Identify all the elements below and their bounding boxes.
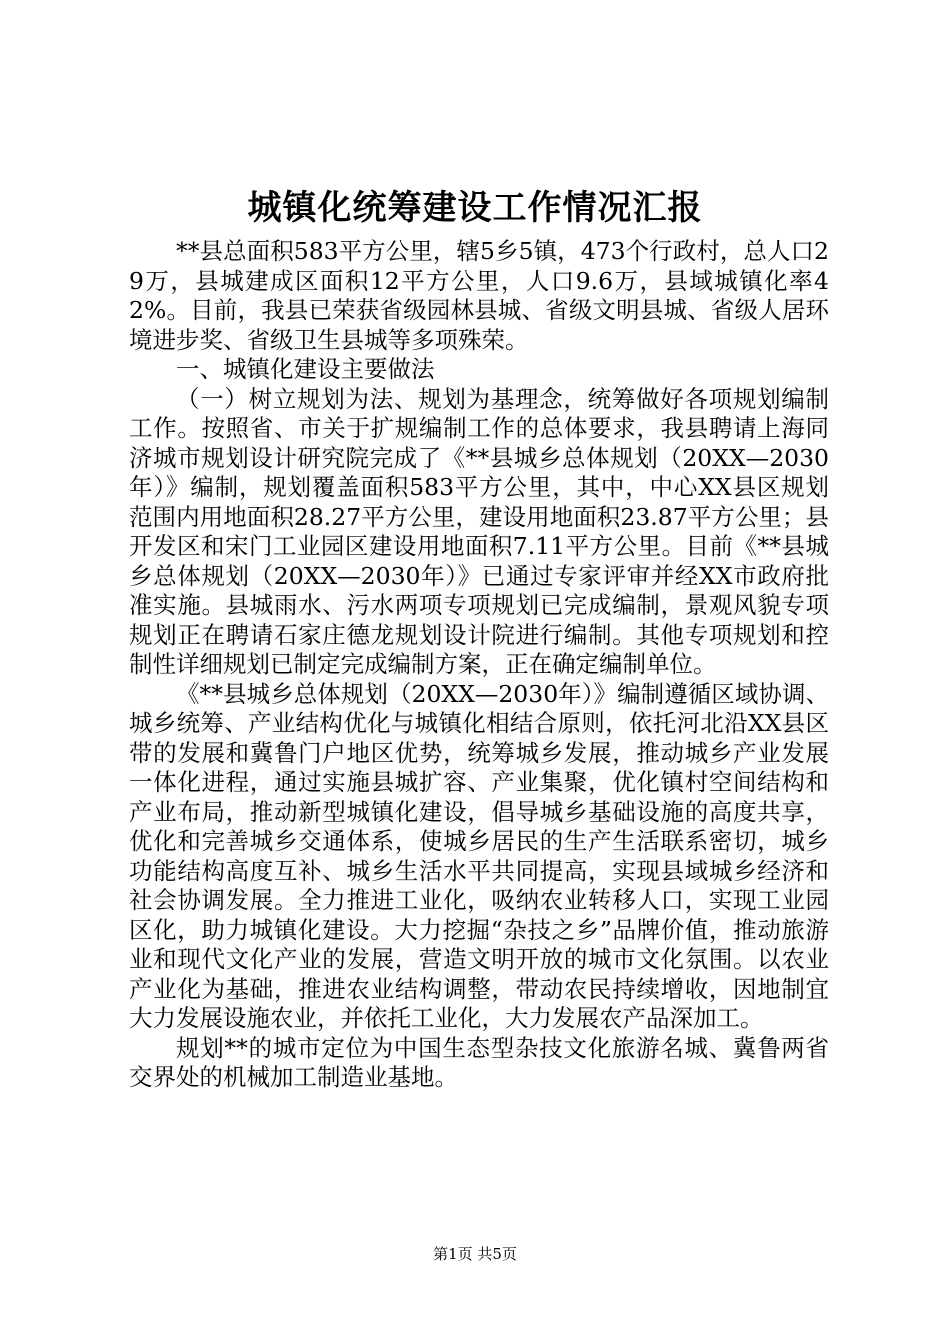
document-body bbox=[129, 237, 829, 1093]
section-heading: 一、城镇化建设主要做法 bbox=[176, 355, 435, 383]
document-title: 城镇化统筹建设工作情况汇报 bbox=[247, 188, 703, 228]
paragraph-master-plan: 《**县城乡总体规划（20XX—2030年）》编制遵循区域协调、城乡统筹、产业结构优化与城镇化相结合原则，依托河北沿XX县区带的发展和冀鲁门户地区优势，统筹城乡发展，推动城乡产业发展一体化进程，通过实施县城扩容、产业集聚，优化镇村空间结构和产业布局，推动新型城镇化建设，倡导城乡基础设施的高度共享，优化和完善城乡交通体系，使城乡居民的生产生活联系密切，城乡功能结构高度互补、城乡生活水平共同提高，实现县域城乡经济和社会协调发展。全力推进工业化，吸纳农业转移人口，实现工业园区化，助力城镇化建设。大力挖掘“杂技之乡”品牌价值，推动旅游业和现代文化产业的发展，营造文明开放的城市文化氛围。以农业产业化为基础，推进农业结构调整，带动农民持续增收，因地制宜大力发展设施农业，并依托工业化，大力发展农产品深加工。 bbox=[129, 679, 829, 1032]
paragraph-positioning: 规划**的城市定位为中国生态型杂技文化旅游名城、冀鲁两省交界处的机械加工制造业基地。 bbox=[129, 1033, 829, 1091]
paragraph-planning: （一）树立规划为法、规划为基理念，统筹做好各项规划编制工作。按照省、市关于扩规编制工作的总体要求，我县聘请上海同济城市规划设计研究院完成了《**县城乡总体规划（20XX—2030年）》编制，规划覆盖面积583平方公里，其中，中心XX县区规划范围内用地面积28.27平方公里，建设用地面积23.87平方公里；县开发区和宋门工业园区建设用地面积7.11平方公里。目前《**县城乡总体规划（20XX—2030年）》已通过专家评审并经XX市政府批准实施。县城雨水、污水两项专项规划已完成编制，景观风貌专项规划正在聘请石家庄德龙规划设计院进行编制。其他专项规划和控制性详细规划已制定完成编制方案，正在确定编制单位。 bbox=[129, 384, 829, 678]
page-footer: 第1页 共5页 bbox=[433, 1245, 517, 1263]
paragraph-overview: **县总面积583平方公里，辖5乡5镇，473个行政村，总人口29万，县城建成区面积12平方公里，人口9.6万，县域城镇化率42%。目前，我县已荣获省级园林县城、省级文明县城、省级人居环境进步奖、省级卫生县城等多项殊荣。 bbox=[129, 237, 829, 354]
